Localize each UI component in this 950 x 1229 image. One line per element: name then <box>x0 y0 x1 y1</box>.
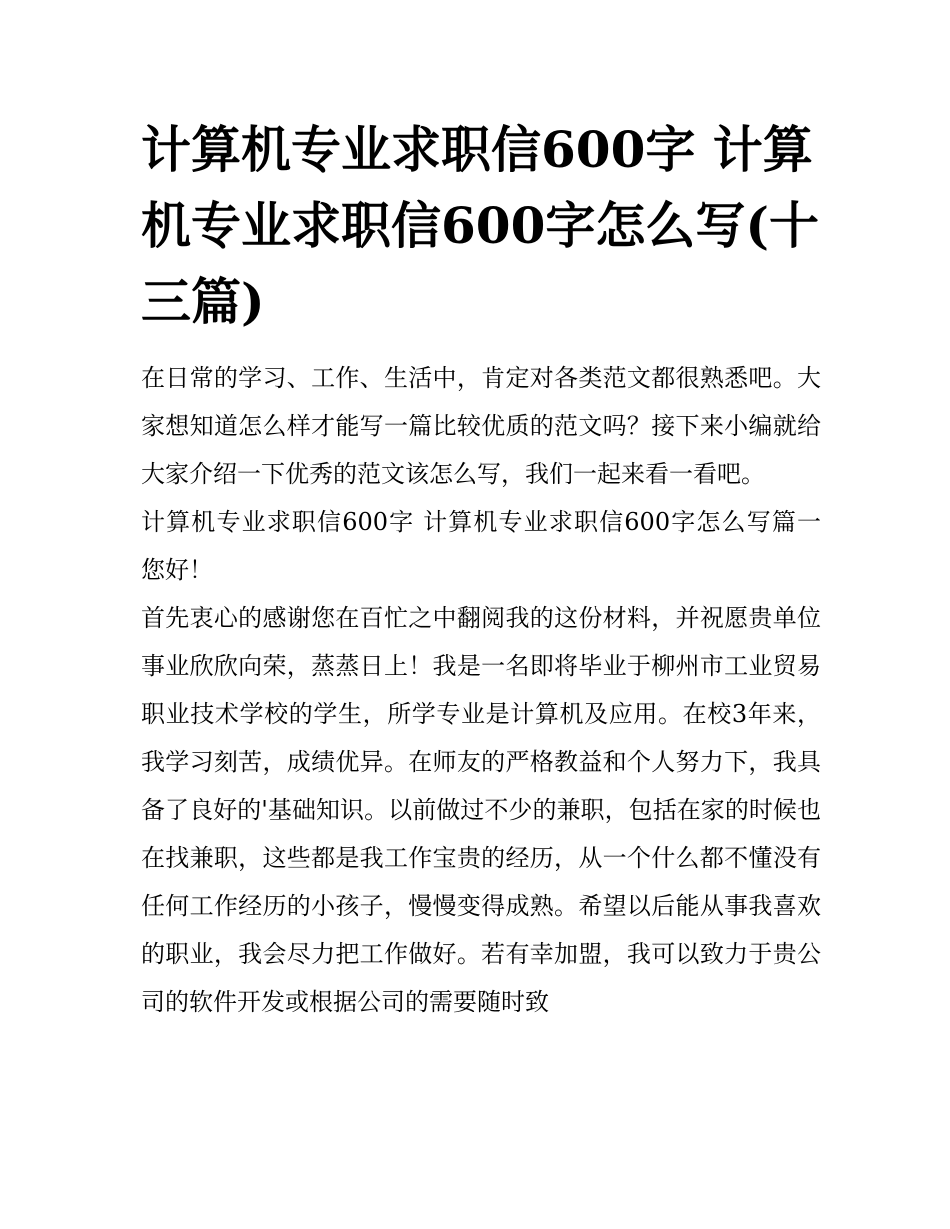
document-body <box>141 354 821 1026</box>
paragraph-section-heading: 计算机专业求职信600字 计算机专业求职信600字怎么写篇一 您好！ <box>141 508 821 584</box>
document-title: 计算机专业求职信600字 计算机专业求职信600字怎么写(十三篇) <box>141 120 820 331</box>
paragraph-letter-body: 首先衷心的感谢您在百忙之中翻阅我的这份材料，并祝愿贵单位事业欣欣向荣，蒸蒸日上！我是一名即将毕业于柳州市工业贸易职业技术学校的学生，所学专业是计算机及应用。在校3年来，我学习刻苦，成绩优异。在师友的严格教益和个人努力下，我具备了良好的'基础知识。以前做过不少的兼职，包括在家的时候也在找兼职，这些都是我工作宝贵的经历，从一个什么都不懂没有任何工作经历的小孩子，慢慢变得成熟。希望以后能从事我喜欢的职业，我会尽力把工作做好。若有幸加盟，我可以致力于贵公司的软件开发或根据公司的需要随时致 <box>141 604 821 1016</box>
paragraph-intro: 在日常的学习、工作、生活中，肯定对各类范文都很熟悉吧。大家想知道怎么样才能写一篇比较优质的范文吗？接下来小编就给大家介绍一下优秀的范文该怎么写，我们一起来看一看吧。 <box>141 364 821 488</box>
